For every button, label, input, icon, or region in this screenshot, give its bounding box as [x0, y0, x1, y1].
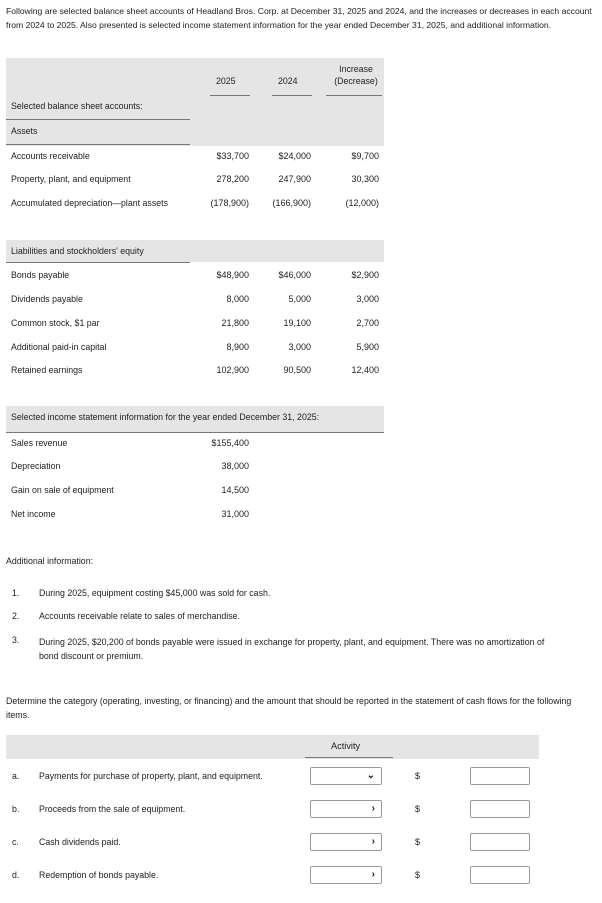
chevron-right-icon: › — [371, 869, 375, 880]
liability-label: Dividends payable — [11, 294, 83, 304]
amount-input-a[interactable] — [470, 767, 530, 785]
asset-change: (12,000) — [345, 198, 379, 208]
row-text: Cash dividends paid. — [39, 837, 121, 847]
income-label: Depreciation — [11, 461, 61, 471]
liability-2025: $48,900 — [216, 270, 249, 280]
divider — [210, 95, 250, 96]
liability-2025: 8,000 — [226, 294, 249, 304]
dollar-sign: $ — [415, 771, 421, 781]
income-label: Gain on sale of equipment — [11, 485, 114, 495]
divider — [6, 119, 190, 120]
asset-2025: $33,700 — [216, 151, 249, 161]
activity-select-b[interactable] — [310, 800, 382, 818]
asset-label: Property, plant, and equipment — [11, 174, 131, 184]
income-value: $155,400 — [211, 438, 249, 448]
liability-label: Bonds payable — [11, 270, 70, 280]
divider — [6, 144, 190, 145]
liabilities-heading: Liabilities and stockholders' equity — [11, 246, 144, 256]
chevron-down-icon: ⌄ — [366, 770, 375, 781]
income-value: 14,500 — [221, 485, 249, 495]
liability-2025: 8,900 — [226, 342, 249, 352]
asset-change: 30,300 — [351, 174, 379, 184]
chevron-right-icon: › — [371, 836, 375, 847]
liability-label: Retained earnings — [11, 365, 83, 375]
instruction-text: Determine the category (operating, investing, or financing) and the amount that should be reported in the statement of cash flows for the following items. — [6, 696, 572, 720]
liability-change: $2,900 — [351, 270, 379, 280]
liability-change: 12,400 — [351, 365, 379, 375]
asset-change: $9,700 — [351, 151, 379, 161]
amount-input-b[interactable] — [470, 800, 530, 818]
divider — [326, 95, 382, 96]
income-label: Net income — [11, 509, 56, 519]
dollar-sign: $ — [415, 837, 421, 847]
liability-change: 2,700 — [356, 318, 379, 328]
asset-label: Accumulated depreciation—plant assets — [11, 198, 168, 208]
activity-select-a[interactable] — [310, 767, 382, 785]
col-change-header-1: Increase — [339, 64, 373, 74]
liability-2024: 3,000 — [288, 342, 311, 352]
additional-text: Accounts receivable relate to sales of merchandise. — [39, 611, 240, 621]
dollar-sign: $ — [415, 870, 421, 880]
asset-2024: 247,900 — [278, 174, 311, 184]
divider — [6, 432, 384, 433]
income-value: 31,000 — [221, 509, 249, 519]
row-text: Redemption of bonds payable. — [39, 870, 159, 880]
activity-header: Activity — [331, 741, 361, 751]
additional-text: During 2025, $20,200 of bonds payable were issued in exchange for property, plant, and equipment. There was no amortization of bond discount or premium. — [39, 637, 545, 661]
liability-label: Additional paid-in capital — [11, 342, 107, 352]
divider — [305, 757, 393, 758]
additional-number: 3. — [12, 635, 20, 645]
liability-2024: 5,000 — [288, 294, 311, 304]
col-change-header-2: (Decrease) — [334, 76, 378, 86]
additional-heading: Additional information: — [6, 556, 94, 566]
divider — [272, 95, 312, 96]
asset-2025: 278,200 — [216, 174, 249, 184]
additional-number: 2. — [12, 611, 20, 621]
activity-select-d[interactable] — [310, 866, 382, 884]
divider — [6, 262, 190, 263]
chevron-right-icon: › — [371, 803, 375, 814]
asset-label: Accounts receivable — [11, 151, 90, 161]
amount-input-c[interactable] — [470, 833, 530, 851]
answer-header-background — [6, 735, 539, 759]
row-text: Proceeds from the sale of equipment. — [39, 804, 186, 814]
liability-label: Common stock, $1 par — [11, 318, 100, 328]
asset-2025: (178,900) — [210, 198, 249, 208]
col-2025-header: 2025 — [216, 76, 236, 86]
intro-paragraph: Following are selected balance sheet accounts of Headland Bros. Corp. at December 31, 2025 and 2024, and the increases or decreases in each account from 2024 to 2025. Also presented is selected income statement information for the year ended December 31, 2025, and additional information. — [6, 6, 592, 30]
income-value: 38,000 — [221, 461, 249, 471]
income-heading: Selected income statement information for the year ended December 31, 2025: — [11, 412, 320, 422]
dollar-sign: $ — [415, 804, 421, 814]
liability-2025: 21,800 — [221, 318, 249, 328]
row-letter: d. — [12, 870, 20, 880]
liability-2024: $46,000 — [278, 270, 311, 280]
income-label: Sales revenue — [11, 438, 68, 448]
asset-2024: (166,900) — [272, 198, 311, 208]
additional-text: During 2025, equipment costing $45,000 was sold for cash. — [39, 588, 271, 598]
liability-change: 5,900 — [356, 342, 379, 352]
assets-heading: Assets — [11, 126, 38, 136]
amount-input-d[interactable] — [470, 866, 530, 884]
liability-change: 3,000 — [356, 294, 379, 304]
activity-select-c[interactable] — [310, 833, 382, 851]
liability-2024: 19,100 — [283, 318, 311, 328]
balance-sheet-heading: Selected balance sheet accounts: — [11, 101, 143, 111]
additional-number: 1. — [12, 588, 20, 598]
row-text: Payments for purchase of property, plant, and equipment. — [39, 771, 263, 781]
row-letter: c. — [12, 837, 19, 847]
col-2024-header: 2024 — [278, 76, 298, 86]
row-letter: b. — [12, 804, 20, 814]
liability-2024: 90,500 — [283, 365, 311, 375]
row-letter: a. — [12, 771, 20, 781]
asset-2024: $24,000 — [278, 151, 311, 161]
liability-2025: 102,900 — [216, 365, 249, 375]
